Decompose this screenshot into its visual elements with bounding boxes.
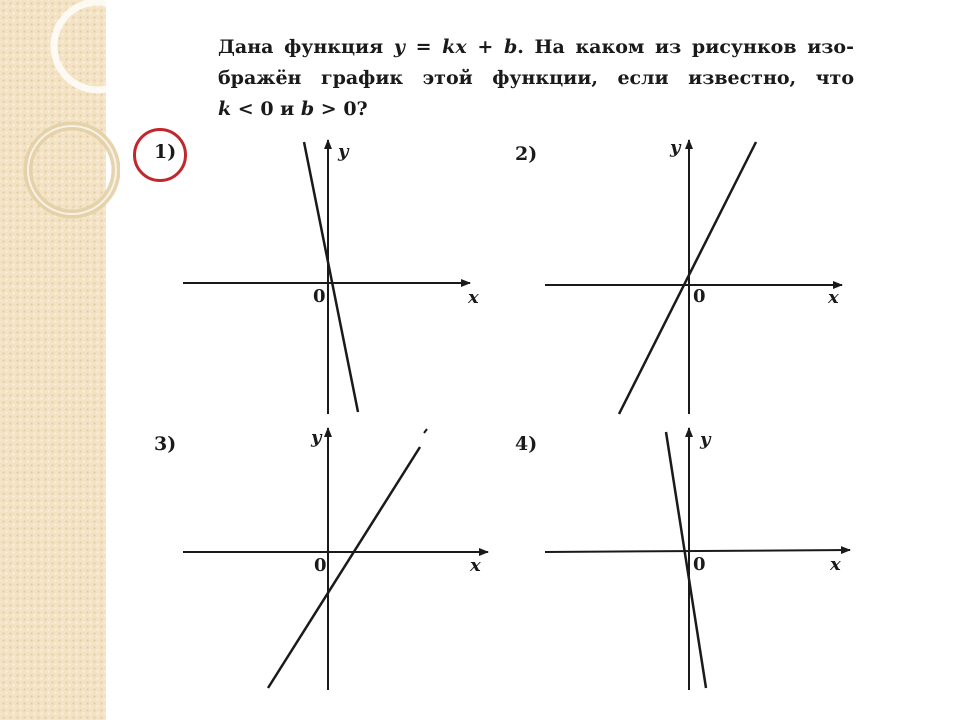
option-2-label[interactable]: 2) xyxy=(515,143,538,165)
graph-1[interactable] xyxy=(183,140,479,414)
graph-1-function-line xyxy=(304,142,358,412)
option-4-label[interactable]: 4) xyxy=(515,433,538,455)
question-line-1: Дана функция y = kx + b. На каком из рисунков изо- xyxy=(218,36,854,58)
graph-3[interactable] xyxy=(183,427,488,690)
graph-2[interactable] xyxy=(545,137,842,414)
graph-4[interactable] xyxy=(545,428,850,690)
graph-3-origin-label: 0 xyxy=(314,555,327,576)
graph-4-x-axis xyxy=(545,550,850,552)
graph-1-y-label: y xyxy=(338,141,349,162)
option-3-label[interactable]: 3) xyxy=(154,433,177,455)
question-line-2: бражён график этой функции, если известно, что xyxy=(218,67,854,89)
graph-2-origin-label: 0 xyxy=(693,286,706,307)
graph-3-function-line xyxy=(268,447,420,688)
graph-2-x-label: x xyxy=(828,287,839,308)
graph-1-x-label: x xyxy=(468,287,479,308)
question-line-3: k < 0 и b > 0? xyxy=(218,98,368,120)
graph-3-line-tick xyxy=(424,429,427,433)
graph-1-origin-label: 0 xyxy=(313,286,326,307)
graph-4-origin-label: 0 xyxy=(693,554,706,575)
graph-4-y-label: y xyxy=(700,429,711,450)
option-1-label[interactable]: 1) xyxy=(154,141,177,163)
graph-2-function-line xyxy=(619,142,756,414)
graph-2-y-label: y xyxy=(670,137,681,158)
graph-4-x-label: x xyxy=(830,554,841,575)
graph-3-y-label: y xyxy=(311,427,322,448)
graph-3-x-label: x xyxy=(470,555,481,576)
